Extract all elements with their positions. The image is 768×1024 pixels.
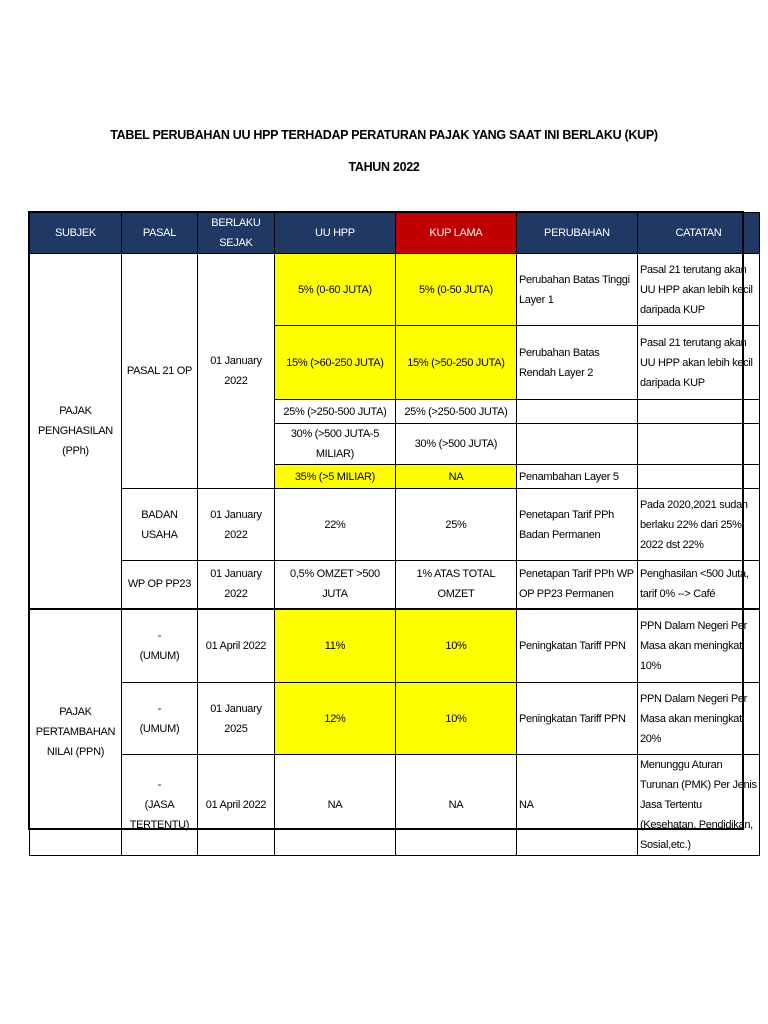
perubahan-cell: Peningkatan Tariff PPN — [516, 609, 637, 683]
perubahan-cell — [516, 424, 637, 465]
table-row — [30, 489, 760, 561]
berlaku-sejak-cell: 01 January 2022 — [197, 489, 274, 561]
uu-hpp-cell: 25% (>250-500 JUTA) — [274, 400, 395, 424]
perubahan-cell — [516, 400, 637, 424]
header-perubahan: PERUBAHAN — [516, 213, 637, 254]
perubahan-cell: Peningkatan Tariff PPN — [516, 683, 637, 755]
perubahan-cell: Penetapan Tarif PPh Badan Permanen — [516, 489, 637, 561]
tax-comparison-table — [29, 212, 760, 856]
subjek-pph: PAJAK PENGHASILAN (PPh) — [30, 254, 122, 609]
header-catatan: CATATAN — [637, 213, 759, 254]
kup-lama-cell: 5% (0-50 JUTA) — [395, 254, 516, 326]
uu-hpp-cell: 0,5% OMZET >500 JUTA — [274, 561, 395, 609]
berlaku-sejak-cell: 01 January 2025 — [197, 683, 274, 755]
pasal-wp-op-pp23: WP OP PP23 — [121, 561, 197, 609]
pasal-ppn-jasa-tertentu — [121, 755, 197, 856]
pasal-label: (JASA TERTENTU) — [129, 799, 190, 831]
catatan-cell — [637, 400, 759, 424]
kup-lama-cell: 15% (>50-250 JUTA) — [395, 326, 516, 400]
catatan-cell: PPN Dalam Negeri Per Masa akan meningkat 20% — [637, 683, 759, 755]
kup-lama-cell: 10% — [395, 683, 516, 755]
table-row — [30, 683, 760, 755]
pasal-ppn-umum — [121, 683, 197, 755]
uu-hpp-cell: 11% — [274, 609, 395, 683]
berlaku-sejak-cell: 01 April 2022 — [197, 609, 274, 683]
header-pasal: PASAL — [121, 213, 197, 254]
berlaku-sejak-cell: 01 January 2022 — [197, 254, 274, 489]
perubahan-cell: Penambahan Layer 5 — [516, 465, 637, 489]
catatan-cell — [637, 465, 759, 489]
table-row — [30, 755, 760, 856]
kup-lama-cell: 25% (>250-500 JUTA) — [395, 400, 516, 424]
uu-hpp-cell: 15% (>60-250 JUTA) — [274, 326, 395, 400]
document-subtitle: TAHUN 2022 — [348, 160, 420, 174]
header-kup-lama: KUP LAMA — [395, 213, 516, 254]
uu-hpp-cell: 30% (>500 JUTA-5 MILIAR) — [274, 424, 395, 465]
header-uu-hpp: UU HPP — [274, 213, 395, 254]
kup-lama-cell: 1% ATAS TOTAL OMZET — [395, 561, 516, 609]
pasal-dash: - — [157, 629, 162, 642]
catatan-cell: PPN Dalam Negeri Per Masa akan meningkat 10% — [637, 609, 759, 683]
pasal-dash: - — [157, 779, 162, 791]
header-subjek: SUBJEK — [30, 213, 122, 254]
table-row — [30, 254, 760, 326]
kup-lama-cell: NA — [395, 755, 516, 856]
catatan-cell: Penghasilan <500 Juta, tarif 0% --> Café — [637, 561, 759, 609]
kup-lama-cell: 10% — [395, 609, 516, 683]
perubahan-cell: Perubahan Batas Tinggi Layer 1 — [516, 254, 637, 326]
pasal-label: (UMUM) — [139, 649, 180, 662]
kup-lama-cell: NA — [395, 465, 516, 489]
document-title: TABEL PERUBAHAN UU HPP TERHADAP PERATURAN PAJAK YANG SAAT INI BERLAKU (KUP) — [110, 128, 658, 142]
header-berlaku-sejak: BERLAKU SEJAK — [197, 213, 274, 254]
kup-lama-cell: 30% (>500 JUTA) — [395, 424, 516, 465]
subjek-ppn: PAJAK PERTAMBAHAN NILAI (PPN) — [30, 609, 122, 856]
uu-hpp-cell: 22% — [274, 489, 395, 561]
catatan-cell: Pasal 21 terutang akan UU HPP akan lebih kecil daripada KUP — [637, 326, 759, 400]
uu-hpp-cell: 12% — [274, 683, 395, 755]
pasal-21-op: PASAL 21 OP — [121, 254, 197, 489]
catatan-cell: Pada 2020,2021 sudah berlaku 22% dari 25%, 2022 dst 22% — [637, 489, 759, 561]
berlaku-sejak-cell: 01 January 2022 — [197, 561, 274, 609]
pasal-ppn-umum — [121, 609, 197, 683]
uu-hpp-cell: 5% (0-60 JUTA) — [274, 254, 395, 326]
uu-hpp-cell: NA — [274, 755, 395, 856]
kup-lama-cell: 25% — [395, 489, 516, 561]
catatan-cell — [637, 424, 759, 465]
pasal-dash: - — [157, 702, 162, 715]
table-row — [30, 561, 760, 609]
berlaku-sejak-cell: 01 April 2022 — [197, 755, 274, 856]
catatan-cell: Menunggu Aturan Turunan (PMK) Per Jenis Jasa Tertentu (Kesehatan, Pendidikan, Sosial,etc.) — [637, 755, 759, 856]
perubahan-cell: Penetapan Tarif PPh WP OP PP23 Permanen — [516, 561, 637, 609]
perubahan-cell: NA — [516, 755, 637, 856]
table-row — [30, 609, 760, 683]
pasal-label: (UMUM) — [139, 722, 180, 735]
perubahan-cell: Perubahan Batas Rendah Layer 2 — [516, 326, 637, 400]
pasal-badan-usaha: BADAN USAHA — [121, 489, 197, 561]
catatan-cell: Pasal 21 terutang akan UU HPP akan lebih kecil daripada KUP — [637, 254, 759, 326]
header-row — [30, 213, 760, 254]
uu-hpp-cell: 35% (>5 MILIAR) — [274, 465, 395, 489]
